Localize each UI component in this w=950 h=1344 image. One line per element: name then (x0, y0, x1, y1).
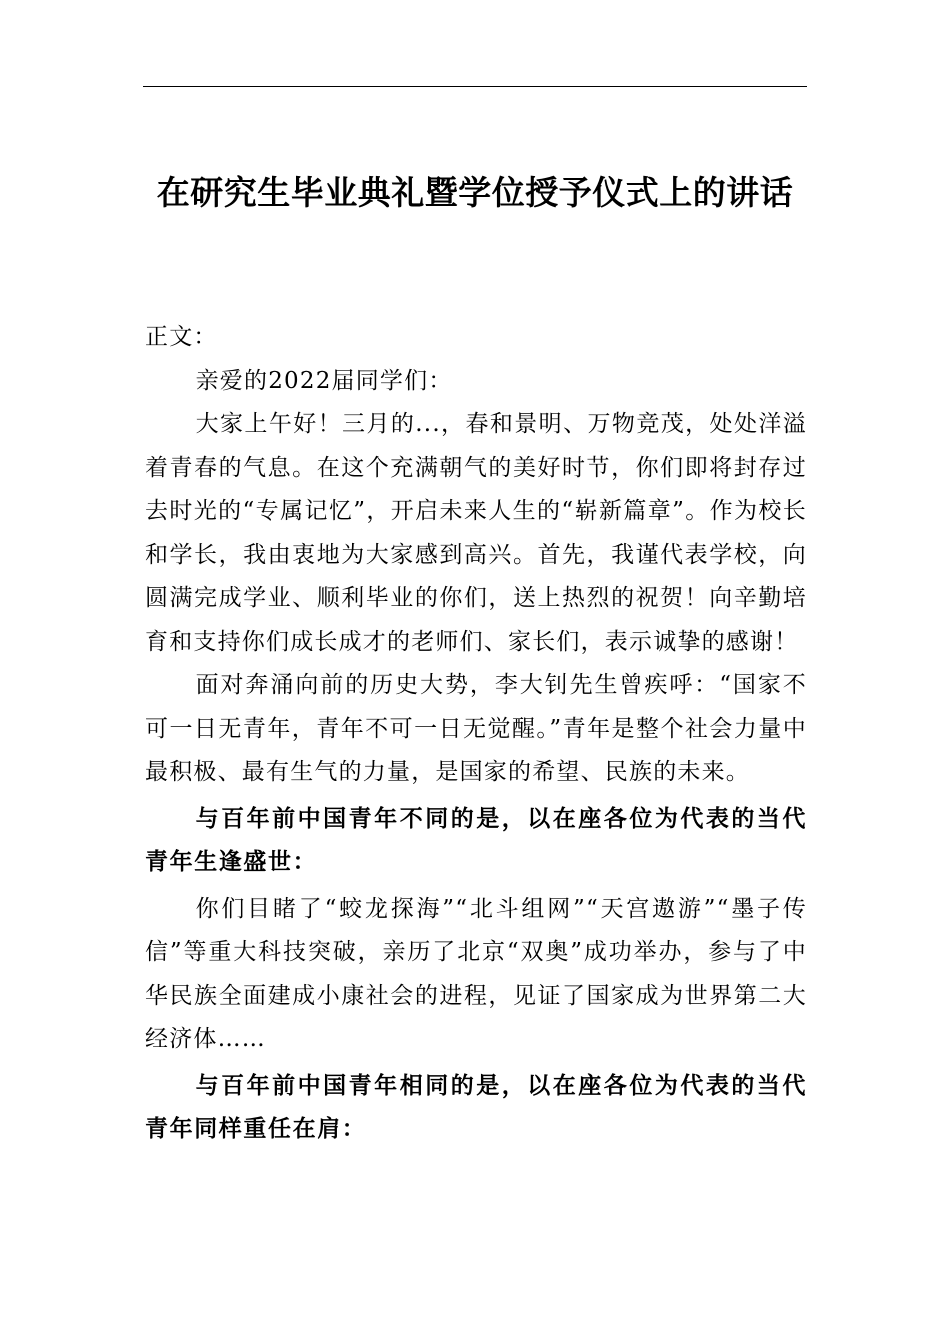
paragraph-quote: 面对奔涌向前的历史大势，李大钊先生曾疾呼：“国家不可一日无青年，青年不可一日无觉醒。”青年是整个社会力量中最积极、最有生气的力量，是国家的希望、民族的未来。 (145, 672, 807, 785)
section-label: 正文： (145, 324, 218, 350)
paragraph-greeting: 亲爱的2022届同学们： (195, 367, 453, 394)
document-body (145, 316, 807, 1155)
bold-heading-difference: 与百年前中国青年不同的是，以在座各位为代表的当代青年生逢盛世： (145, 805, 807, 875)
paragraph-opening: 大家上午好！三月的...，春和景明、万物竞茂，处处洋溢着青春的气息。在这个充满朝气的美好时节，你们即将封存过去时光的“专属记忆”，开启未来人生的“崭新篇章”。作为校长和学长，我由衷地为大家感到高兴。首先，我谨代表学校，向圆满完成学业、顺利毕业的你们，送上热烈的祝贺！向辛勤培育和支持你们成长成才的老师们、家长们，表示诚挚的感谢！ (145, 411, 807, 655)
document-title: 在研究生毕业典礼暨学位授予仪式上的讲话 (156, 173, 794, 212)
header-rule (143, 86, 807, 87)
paragraph-achievements: 你们目睹了“蛟龙探海”“北斗组网”“天宫遨游”“墨子传信”等重大科技突破，亲历了北京“双奥”成功举办，参与了中华民族全面建成小康社会的进程，见证了国家成为世界第二大经济体…… (145, 895, 807, 1052)
bold-heading-similarity: 与百年前中国青年相同的是，以在座各位为代表的当代青年同样重任在肩： (145, 1072, 807, 1142)
